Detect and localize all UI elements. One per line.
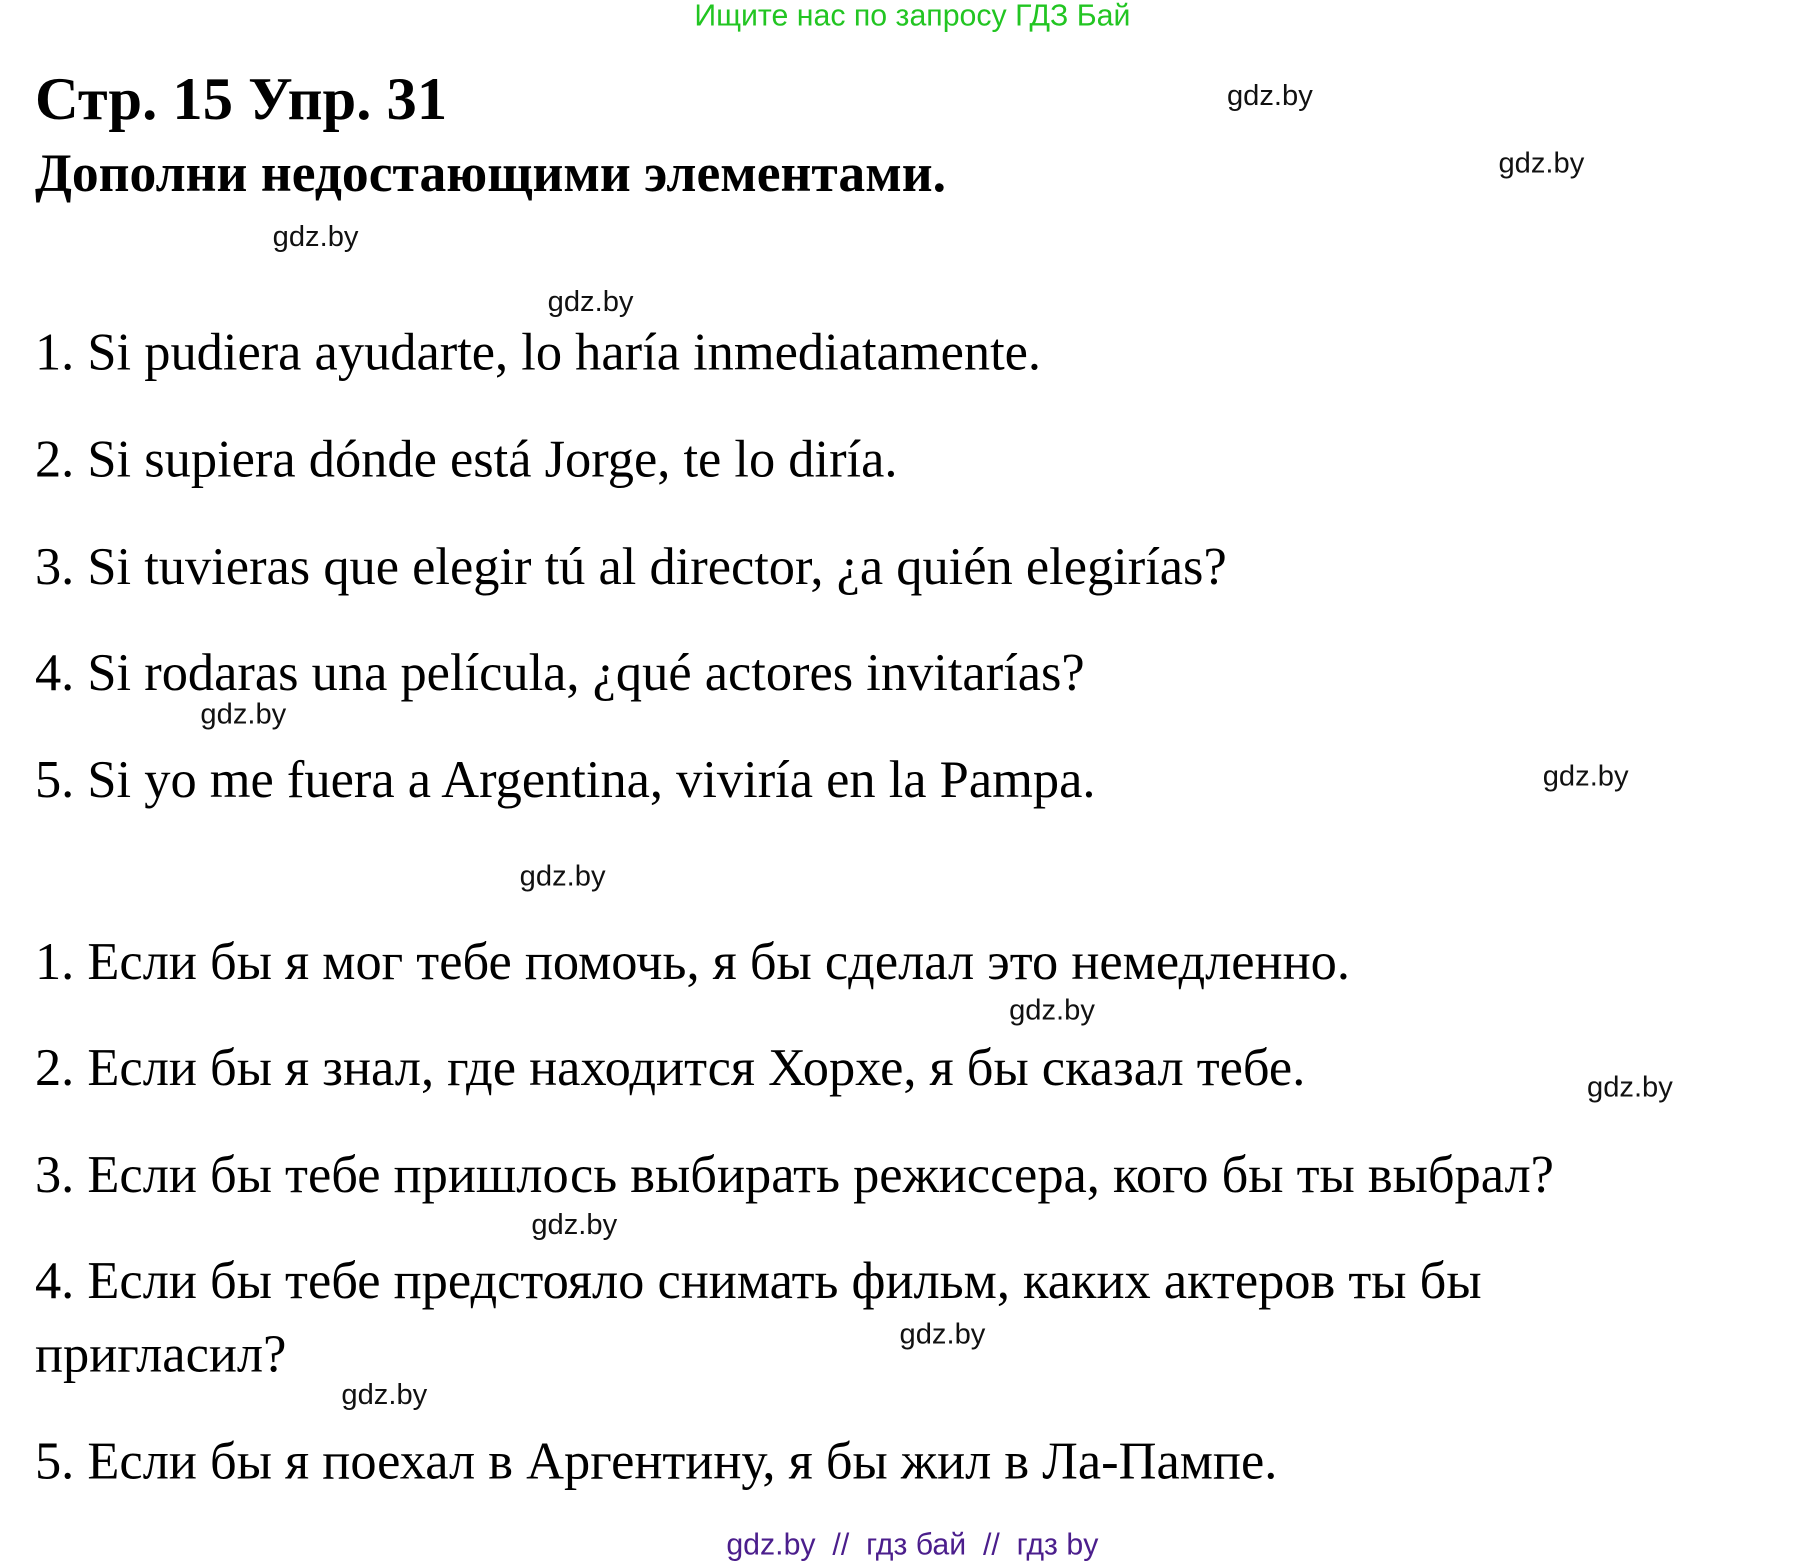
spanish-sentence-2: 2. Si supiera dónde está Jorge, te lo diría. xyxy=(34,429,898,489)
watermark: gdz.by xyxy=(547,285,634,319)
russian-sentence-5: 5. Если бы я поехал в Аргентину, я бы жил в Ла-Пампе. xyxy=(34,1432,1278,1491)
russian-sentence-2: 2. Если бы я знал, где находится Хорхе, я бы сказал тебе. xyxy=(34,1038,1306,1097)
spanish-sentence-3: 3. Si tuvieras que elegir tú al director, ¿a quién elegirías? xyxy=(34,537,1227,596)
watermark: gdz.by xyxy=(899,1317,986,1351)
search-banner: Ищите нас по запросу ГДЗ Бай xyxy=(694,0,1131,33)
watermark: gdz.by xyxy=(272,220,359,253)
watermark: gdz.by xyxy=(519,859,606,893)
watermark: gdz.by xyxy=(200,697,287,731)
russian-sentence-4-cont: пригласил? xyxy=(34,1324,287,1384)
watermark: gdz.by xyxy=(1009,993,1095,1027)
russian-sentence-3: 3. Если бы тебе пришлось выбирать режиссера, кого бы ты выбрал? xyxy=(34,1145,1554,1204)
exercise-instruction: Дополни недостающими элементами. xyxy=(34,143,946,203)
russian-sentence-4: 4. Если бы тебе предстояло снимать фильм, каких актеров ты бы xyxy=(34,1251,1482,1310)
russian-sentence-1: 1. Если бы я мог тебе помочь, я бы сделал это немедленно. xyxy=(34,932,1351,991)
spanish-sentence-1: 1. Si pudiera ayudarte, lo haría inmediatamente. xyxy=(34,322,1042,382)
watermark: gdz.by xyxy=(341,1378,428,1412)
watermark: gdz.by xyxy=(1587,1070,1673,1104)
watermark: gdz.by xyxy=(531,1208,618,1241)
page-title: Стр. 15 Упр. 31 xyxy=(34,66,448,133)
spanish-sentence-5: 5. Si yo me fuera a Argentina, viviría en la Pampa. xyxy=(34,750,1096,809)
watermark: gdz.by xyxy=(1542,759,1629,793)
spanish-sentence-4: 4. Si rodaras una película, ¿qué actores invitarías? xyxy=(34,643,1085,702)
watermark: gdz.by xyxy=(1498,146,1585,180)
watermark: gdz.by xyxy=(1226,79,1313,112)
footer-links: gdz.by // гдз бай // гдз by xyxy=(726,1526,1099,1561)
